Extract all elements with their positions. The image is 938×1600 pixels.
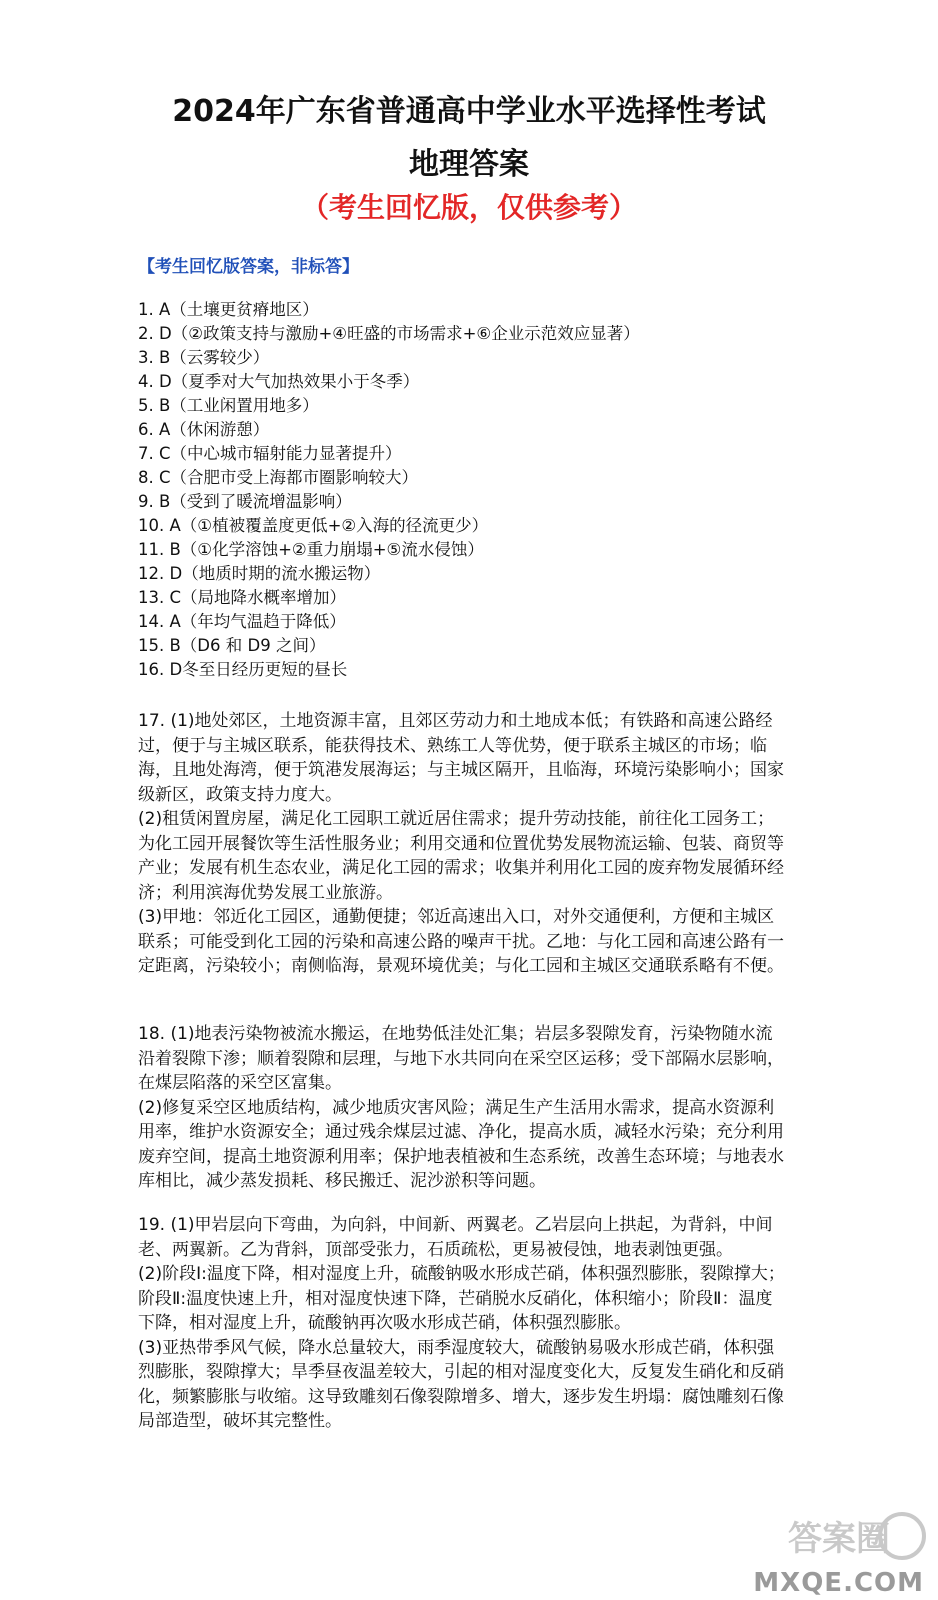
question-17-answer [138,709,788,979]
answer-part: 19. (1)甲岩层向下弯曲，为向斜，中间新、两翼老。乙岩层向上拱起，为背斜，中间老、两翼新。乙为背斜，顶部受张力，石质疏松，更易被侵蚀，地表剥蚀更强。 [138,1215,773,1260]
answer-part: 17. (1)地处郊区，土地资源丰富，且郊区劳动力和土地成本低；有铁路和高速公路经过，便于与主城区联系，能获得技术、熟练工人等优势，便于联系主城区的市场；临海，且地处海湾，便于筑港发展海运；与主城区隔开，且临海，环境污染影响小；国家级新区，政策支持力度大。 [138,711,784,805]
answer-note: 【考生回忆版答案，非标答】 [138,257,359,277]
choice-answer: 14. A（年均气温趋于降低） [138,612,346,631]
choice-answer: 6. A（休闲游憩） [138,420,270,439]
choice-answer: 15. B（D6 和 D9 之间） [138,636,326,655]
answer-part: 18. (1)地表污染物被流水搬运，在地势低洼处汇集；岩层多裂隙发育，污染物随水流沿着裂隙下渗；顺着裂隙和层理，与地下水共同向在采空区运移；受下部隔水层影响，在煤层陷落的采空区富集。 [138,1024,784,1093]
choice-answer: 9. B（受到了暖流增温影响） [138,492,352,511]
exam-title: 2024年广东省普通高中学业水平选择性考试 [172,94,766,129]
choice-answer: 1. A（土壤更贫瘠地区） [138,300,319,319]
answer-part: (2)租赁闲置房屋，满足化工园职工就近居住需求；提升劳动技能，前往化工园务工；为化工园开展餐饮等生活性服务业；利用交通和位置优势发展物流运输、包装、商贸等产业；发展有机生态农业，满足化工园的需求；收集并利用化工园的废弃物发展循环经济；利用滨海优势发展工业旅游。 [138,809,784,903]
choice-answer: 16. D冬至日经历更短的昼长 [138,660,348,679]
watermark-url: MXQE.COM [753,1568,924,1598]
choice-answer: 3. B（云雾较少） [138,348,270,367]
question-19-answer [138,1213,788,1434]
svg-text:答案圈: 答案圈 [788,1519,890,1559]
choice-answer: 5. B（工业闲置用地多） [138,396,319,415]
version-subtitle: （考生回忆版，仅供参考） [300,191,637,224]
choice-answer: 4. D（夏季对大气加热效果小于冬季） [138,372,420,391]
choice-answer: 7. C（中心城市辐射能力显著提升） [138,444,402,463]
choice-answer: 8. C（合肥市受上海都市圈影响较大） [138,468,419,487]
choice-answer: 10. A（①植被覆盖度更低+②入海的径流更少） [138,516,489,535]
subject-title: 地理答案 [409,147,529,182]
choice-answer: 11. B（①化学溶蚀+②重力崩塌+⑤流水侵蚀） [138,540,484,559]
choice-answer: 13. C（局地降水概率增加） [138,588,347,607]
question-18-answer [138,1022,788,1194]
choice-answer: 12. D（地质时期的流水搬运物） [138,564,381,583]
choice-answer: 2. D（②政策支持与激励+④旺盛的市场需求+⑥企业示范效应显著） [138,324,640,343]
answer-part: (3)亚热带季风气候，降水总量较大，雨季湿度较大，硫酸钠易吸水形成芒硝，体积强烈膨胀，裂隙撑大；旱季昼夜温差较大，引起的相对湿度变化大，反复发生硝化和反硝化，频繁膨胀与收缩。这导致雕刻石像裂隙增多、增大，逐步发生坍塌：腐蚀雕刻石像局部造型，破坏其完整性。 [138,1337,784,1431]
choice-answer-list [138,298,640,682]
answer-part: (2)修复采空区地质结构，减少地质灾害风险；满足生产生活用水需求，提高水资源利用率，维护水资源安全；通过残余煤层过滤、净化，提高水质，减轻水污染；充分利用废弃空间，提高土地资源利用率；保护地表植被和生态系统，改善生态环境；与地表水库相比，减少蒸发损耗、移民搬迁、泥沙淤积等问题。 [138,1097,784,1191]
answer-part: (2)阶段Ⅰ:温度下降，相对湿度上升，硫酸钠吸水形成芒硝，体积强烈膨胀，裂隙撑大；阶段Ⅱ:温度快速上升，相对湿度快速下降，芒硝脱水反硝化，体积缩小；阶段Ⅱ：温度下降，相对湿度上升，硫酸钠再次吸水形成芒硝，体积强烈膨胀。 [138,1264,785,1333]
watermark-icon [780,1510,930,1566]
answer-part: (3)甲地：邻近化工园区，通勤便捷；邻近高速出入口，对外交通便利，方便和主城区联系；可能受到化工园的污染和高速公路的噪声干扰。乙地：与化工园和高速公路有一定距离，污染较小；南侧临海，景观环境优美；与化工园和主城区交通联系略有不便。 [138,907,784,976]
